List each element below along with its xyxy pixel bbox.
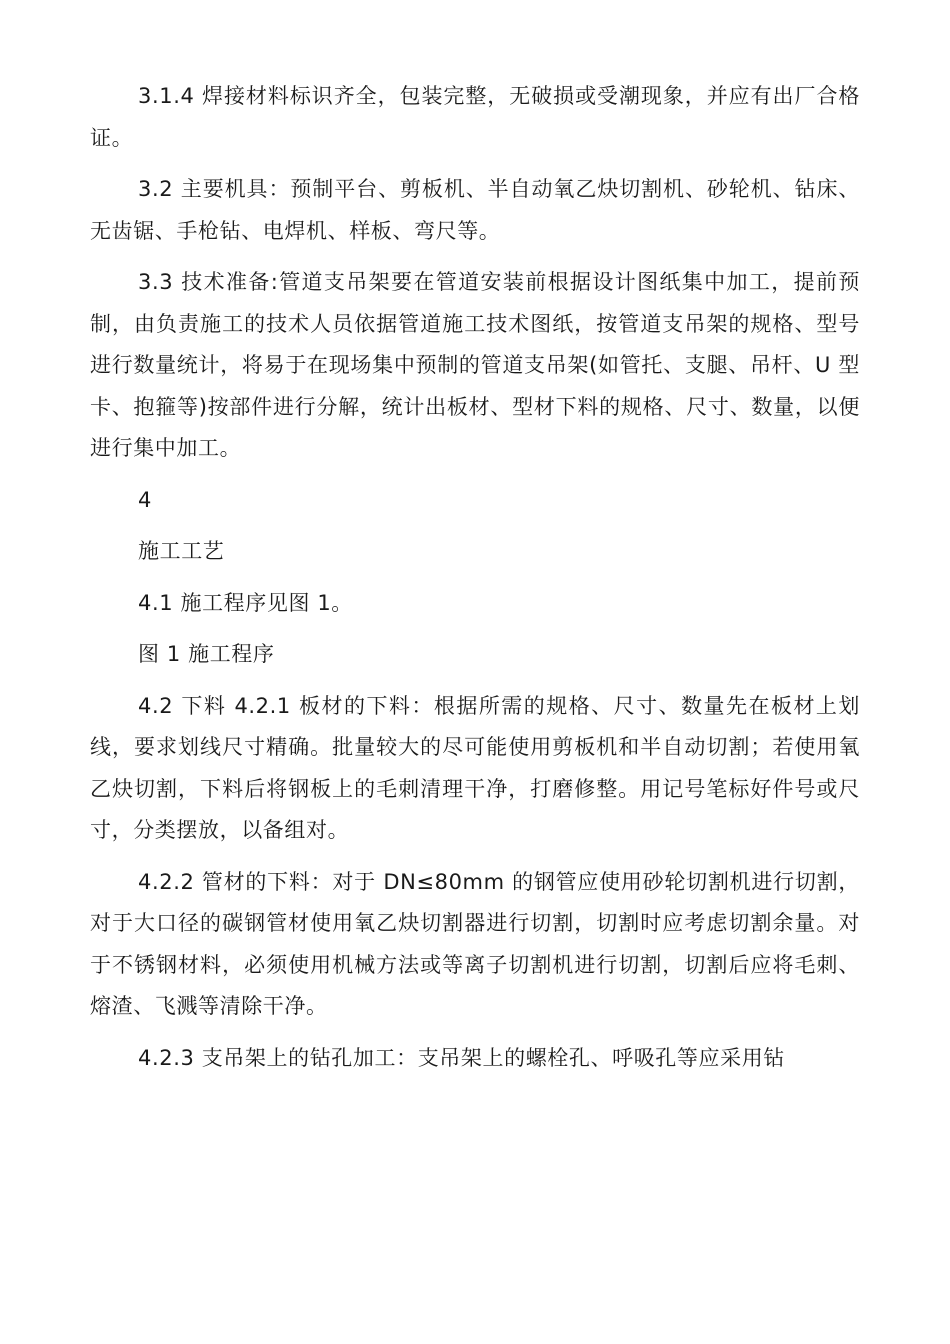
paragraph-3-3-technical-preparation: 3.3 技术准备:管道支吊架要在管道安装前根据设计图纸集中加工，提前预制，由负责施工的技术人员依据管道施工技术图纸，按管道支吊架的规格、型号进行数量统计，将易于在现场集中预制的管道支吊架(如管托、支腿、吊杆、U 型卡、抱箍等)按部件进行分解，统计出板材、型材下料的规格、尺寸、数量，以便进行集中加工。	[90, 270, 860, 460]
paragraph-4-2-cutting: 4.2 下料 4.2.1 板材的下料：根据所需的规格、尺寸、数量先在板材上划线，要求划线尺寸精确。批量较大的尽可能使用剪板机和半自动切割；若使用氧乙炔切割，下料后将钢板上的毛刺清理干净，打磨修整。用记号笔标好件号或尺寸，分类摆放，以备组对。	[90, 693, 860, 842]
section-number-4: 4	[138, 487, 152, 512]
paragraph-4-2-2-pipe-cutting: 4.2.2 管材的下料：对于 DN≤80mm 的钢管应使用砂轮切割机进行切割，对于大口径的碳钢管材使用氧乙炔切割器进行切割，切割时应考虑切割余量。对于不锈钢材料，必须使用机械方法或等离子切割机进行切割，切割后应将毛刺、熔渣、飞溅等清除干净。	[90, 869, 860, 1018]
figure-caption-1: 图 1 施工程序	[138, 642, 275, 666]
paragraph-3-1-4: 3.1.4 焊接材料标识齐全，包装完整，无破损或受潮现象，并应有出厂合格证。	[90, 84, 860, 150]
paragraph-3-2-equipment: 3.2 主要机具：预制平台、剪板机、半自动氧乙炔切割机、砂轮机、钻床、无齿锯、手枪钻、电焊机、样板、弯尺等。	[90, 177, 860, 243]
paragraph-4-2-3-drilling: 4.2.3 支吊架上的钻孔加工：支吊架上的螺栓孔、呼吸孔等应采用钻	[138, 1045, 785, 1070]
section-title-construction-process: 施工工艺	[138, 539, 225, 563]
paragraph-4-1: 4.1 施工程序见图 1。	[138, 590, 353, 615]
document-page	[90, 76, 860, 1079]
